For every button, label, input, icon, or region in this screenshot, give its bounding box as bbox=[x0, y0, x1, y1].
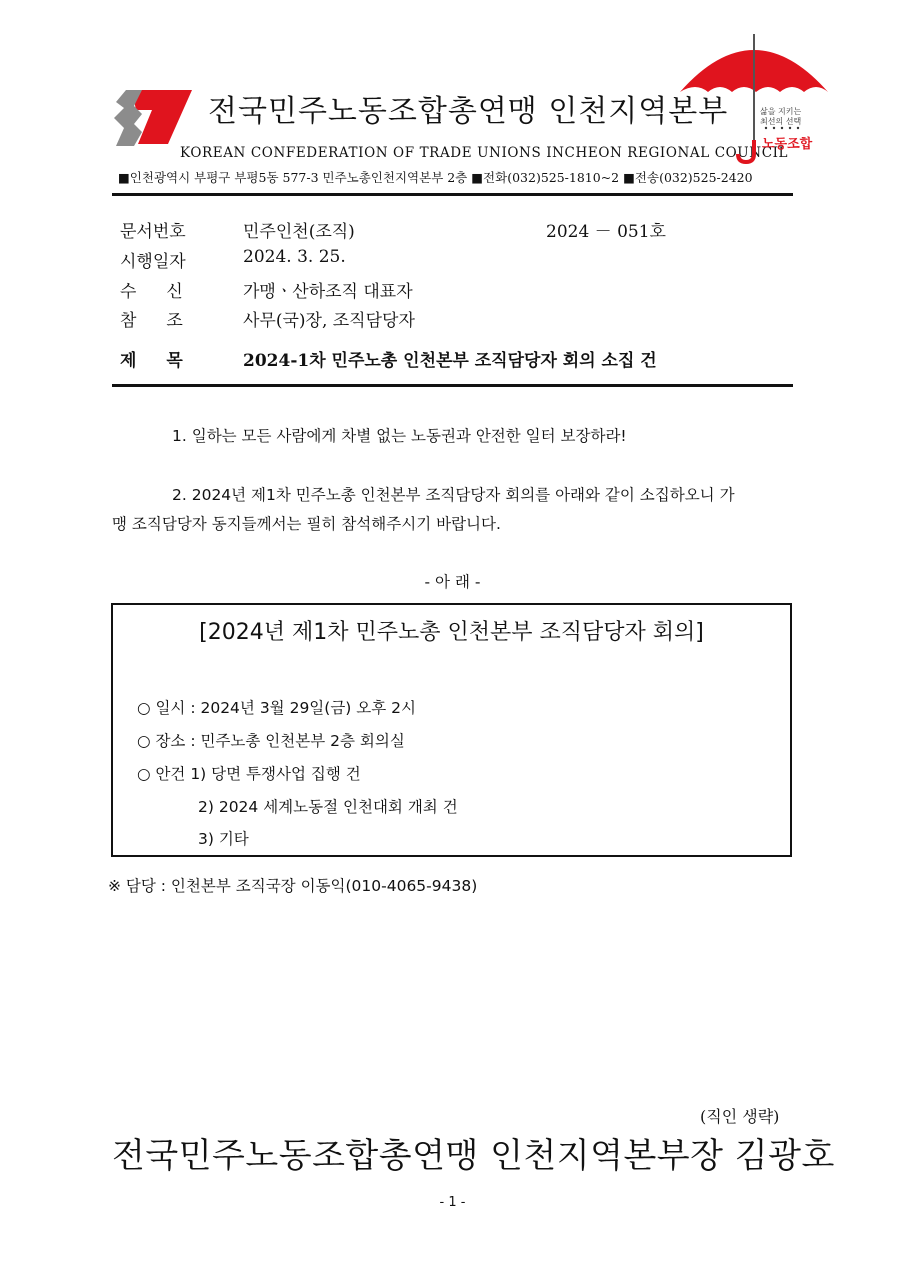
signer-name: 전국민주노동조합총연맹 인천지역본부장 김광호 bbox=[112, 1136, 835, 1176]
doc-number: 2024 － 051호 bbox=[546, 222, 666, 242]
doc-number-label: 문서번호 bbox=[120, 222, 186, 242]
date-label: 시행일자 bbox=[120, 252, 186, 272]
meeting-agenda-1: ○ 안건 1) 당면 투쟁사업 집행 건 bbox=[137, 765, 361, 783]
umbrella-slogan: 최선의 선택 bbox=[760, 117, 802, 126]
meta-divider bbox=[112, 384, 793, 387]
doc-number-value: 민주인천(조직) bbox=[243, 222, 355, 242]
reference-value: 사무(국)장, 조직담당자 bbox=[243, 311, 415, 331]
paragraph-2-line-2: 맹 조직담당자 동지들께서는 필히 참석해주시기 바랍니다. bbox=[112, 515, 501, 533]
recipient-value: 가맹ㆍ산하조직 대표자 bbox=[243, 282, 413, 302]
meeting-agenda-3: 3) 기타 bbox=[198, 830, 249, 848]
paragraph-1: 1. 일하는 모든 사람에게 차별 없는 노동권과 안전한 일터 보장하라! bbox=[172, 427, 627, 445]
meeting-place: ○ 장소 : 민주노총 인천본부 2층 회의실 bbox=[137, 732, 405, 750]
org-english-name: KOREAN CONFEDERATION OF TRADE UNIONS INCHEON REGIONAL COUNCIL bbox=[180, 145, 789, 161]
meeting-title: [2024년 제1차 민주노총 인천본부 조직담당자 회의] bbox=[199, 620, 704, 645]
paragraph-2-line-1: 2. 2024년 제1차 민주노총 인천본부 조직담당자 회의를 아래와 같이 소집하오니 가 bbox=[172, 486, 735, 504]
recipient-label: 수신 bbox=[120, 282, 213, 302]
contact-note: ※ 담당 : 인천본부 조직국장 이동익(010-4065-9438) bbox=[108, 877, 478, 895]
below-heading: - 아 래 - bbox=[424, 573, 481, 591]
seal-note: (직인 생략) bbox=[700, 1107, 780, 1126]
umbrella-slogan: 삶을 지키는 bbox=[760, 107, 802, 116]
meeting-agenda-2: 2) 2024 세계노동절 인천대회 개최 건 bbox=[198, 798, 458, 816]
kctu-logo-icon bbox=[112, 88, 194, 148]
header-divider bbox=[112, 193, 793, 196]
meeting-datetime: ○ 일시 : 2024년 3월 29일(금) 오후 2시 bbox=[137, 699, 416, 717]
reference-label: 참조 bbox=[120, 311, 213, 331]
subject-label: 제목 bbox=[120, 351, 213, 371]
meeting-info-box bbox=[111, 603, 792, 857]
org-title: 전국민주노동조합총연맹 인천지역본부 bbox=[208, 94, 729, 129]
page-number: - 1 - bbox=[439, 1195, 466, 1210]
date-value: 2024. 3. 25. bbox=[243, 247, 346, 267]
contact-line: ■인천광역시 부평구 부평5동 577-3 민주노총인천지역본부 2층 ■전화(032)525-1810~2 ■전송(032)525-2420 bbox=[118, 170, 753, 185]
subject-value: 2024-1차 민주노총 인천본부 조직담당자 회의 소집 건 bbox=[243, 351, 657, 371]
umbrella-brand: 노동조합 bbox=[762, 137, 813, 152]
